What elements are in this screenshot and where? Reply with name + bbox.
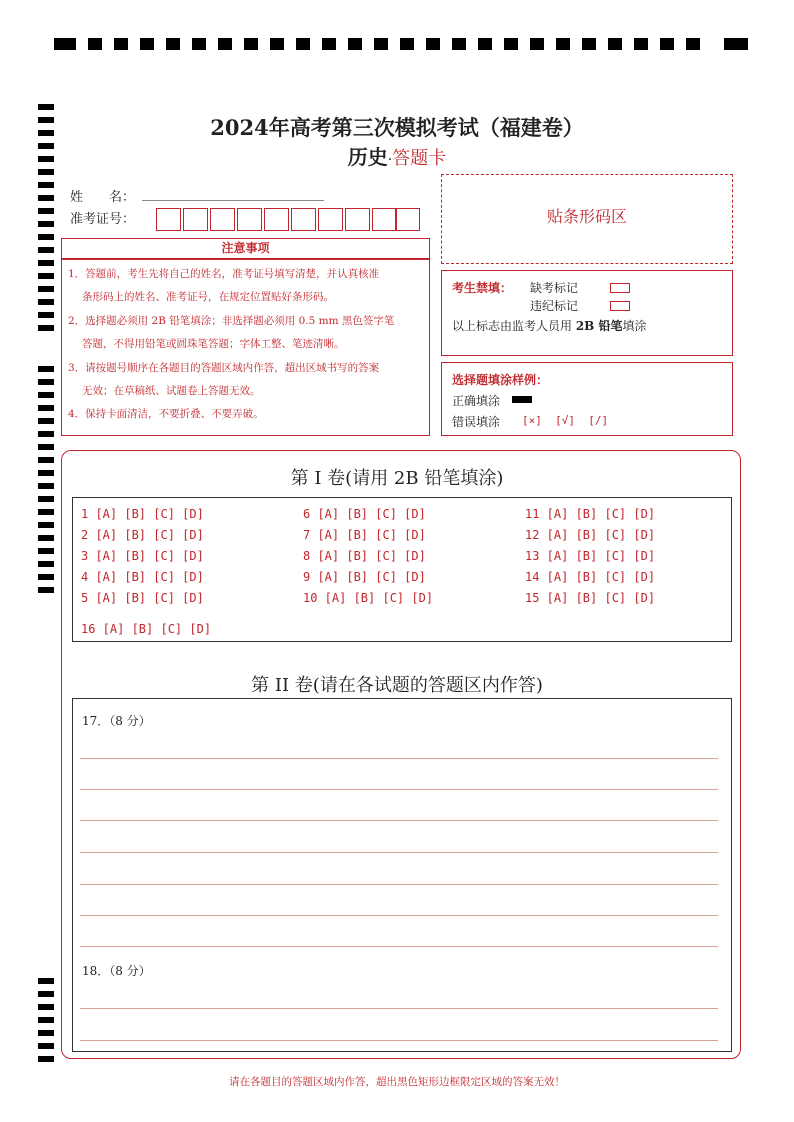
mc-question[interactable]: 6 [A] [B] [C] [D] (303, 507, 426, 521)
mc-question[interactable]: 16 [A] [B] [C] [D] (81, 622, 212, 636)
footer-warning: 请在各题目的答题区域内作答，超出黑色矩形边框限定区域的答案无效！ (229, 1076, 565, 1088)
wrong-fill-marks: [×] [√] [/] (522, 414, 609, 427)
notice-item-1: 1．答题前，考生先将自己的姓名，准考证号填写清楚，并认真核准 (68, 268, 380, 280)
mc-box (72, 497, 732, 642)
mc-question[interactable]: 15 [A] [B] [C] [D] (525, 591, 656, 605)
fill-sample-box (441, 362, 733, 436)
id-label: 准考证号： (70, 212, 136, 227)
notice-item-1b: 条形码上的姓名、准考证号，在规定位置贴好条形码。 (82, 291, 334, 303)
forbidden-note-bold: 2B 铅笔 (575, 319, 623, 333)
barcode-label: 贴条形码区 (546, 207, 627, 226)
wrong-fill-label: 错误填涂 (452, 415, 501, 429)
mc-question[interactable]: 5 [A] [B] [C] [D] (81, 591, 204, 605)
mc-question[interactable]: 1 [A] [B] [C] [D] (81, 507, 204, 521)
mc-column-2 (303, 507, 433, 612)
mc-question[interactable]: 7 [A] [B] [C] [D] (303, 528, 426, 542)
notice-item-2b: 答题，不得用铅笔或圆珠笔答题；字体工整、笔迹清晰。 (82, 338, 345, 350)
fill-sample-title: 选择题填涂样例： (452, 373, 549, 387)
question-18-label: 18．（8 分） (82, 964, 151, 978)
absent-checkbox[interactable] (610, 283, 630, 293)
subject-name: 历史 (347, 145, 388, 169)
essay-box[interactable] (72, 698, 732, 1052)
mc-question[interactable]: 11 [A] [B] [C] [D] (525, 507, 656, 521)
notice-item-3: 3．请按题号顺序在各题目的答题区域内作答，超出区域书写的答案 (68, 362, 380, 374)
question-17-label: 17．（8 分） (82, 714, 151, 728)
name-label: 姓 名： (70, 190, 136, 205)
part2-title: 第 II 卷(请在各试题的答题区内作答) (251, 675, 543, 696)
correct-fill-sample-mark (512, 396, 532, 403)
part1-title: 第 I 卷(请用 2B 铅笔填涂) (290, 468, 504, 489)
mc-question[interactable]: 8 [A] [B] [C] [D] (303, 549, 426, 563)
forbidden-note-suffix: 填涂 (622, 319, 647, 333)
notice-item-2: 2．选择题必须用 2B 铅笔填涂；非选择题必须用 0.5 mm 黑色签字笔 (68, 315, 395, 327)
mc-question[interactable]: 13 [A] [B] [C] [D] (525, 549, 656, 563)
mc-question[interactable]: 2 [A] [B] [C] [D] (81, 528, 204, 542)
mc-question[interactable]: 9 [A] [B] [C] [D] (303, 570, 426, 584)
forbidden-note (452, 317, 647, 334)
correct-fill-label: 正确填涂 (452, 394, 501, 408)
forbidden-box (441, 270, 733, 356)
subtitle-separator: · (387, 152, 393, 168)
notice-header (61, 238, 430, 259)
forbidden-note-prefix: 以上标志由监考人员用 (452, 319, 576, 333)
mc-column-1 (81, 507, 204, 612)
mc-question[interactable]: 4 [A] [B] [C] [D] (81, 570, 204, 584)
name-field[interactable] (142, 200, 324, 201)
violation-label: 违纪标记 (530, 299, 579, 313)
mc-question[interactable]: 12 [A] [B] [C] [D] (525, 528, 656, 542)
barcode-area (441, 174, 733, 264)
notice-item-4: 4．保持卡面清洁，不要折叠、不要弄破。 (68, 408, 264, 420)
card-name: 答题卡 (392, 148, 447, 169)
exam-subtitle (0, 141, 794, 170)
exam-title: 2024年高考第三次模拟考试（福建卷） (210, 115, 584, 140)
notice-item-3b: 无效；在草稿纸、试题卷上答题无效。 (82, 385, 261, 397)
mc-question[interactable]: 14 [A] [B] [C] [D] (525, 570, 656, 584)
violation-checkbox[interactable] (610, 301, 630, 311)
notice-box (61, 259, 430, 436)
mc-question[interactable]: 10 [A] [B] [C] [D] (303, 591, 434, 605)
notice-title: 注意事项 (221, 241, 270, 255)
absent-label: 缺考标记 (530, 281, 579, 295)
forbidden-title: 考生禁填： (452, 281, 513, 295)
mc-question[interactable]: 3 [A] [B] [C] [D] (81, 549, 204, 563)
mc-column-3 (525, 507, 655, 612)
